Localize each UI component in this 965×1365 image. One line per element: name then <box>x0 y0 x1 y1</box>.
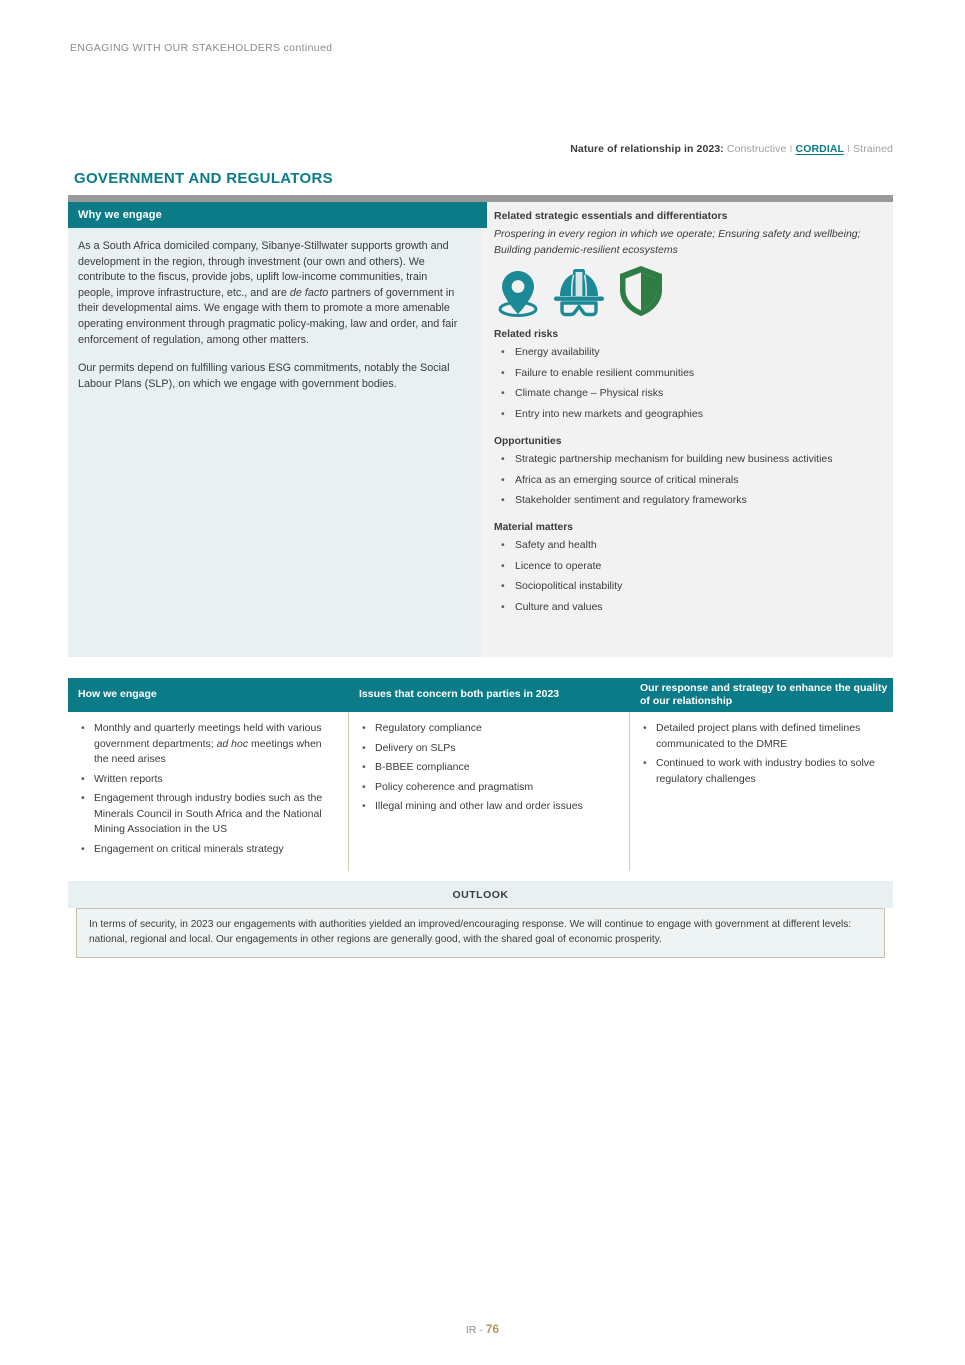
item-text-b: meetings when the need arises <box>94 737 322 765</box>
page-number: 76 <box>485 1322 500 1336</box>
engagement-table-header-row <box>68 678 893 712</box>
list-item: • Stakeholder sentiment and regulatory frameworks <box>494 490 881 511</box>
item-text-a: Monthly and quarterly meetings held with various government departments; <box>94 722 322 750</box>
table-cell-response <box>630 712 893 871</box>
legend-separator-1: I <box>789 143 793 155</box>
hard-hat-safety-icon <box>553 268 605 318</box>
list-item: • Policy coherence and pragmatism <box>353 780 617 796</box>
list-item: • Sociopolitical instability <box>494 576 881 597</box>
list-item: • Detailed project plans with defined timelines communicated to the DMRE <box>634 721 881 752</box>
material-matters-list <box>494 535 881 618</box>
list-item: • Energy availability <box>494 342 881 363</box>
list-item: • Entry into new markets and geographies <box>494 404 881 425</box>
why-we-engage-paragraph-2: Our permits depend on fulfilling various ESG commitments, notably the Social Labour Plans (SLP), on which we engage with government bodies. <box>78 362 450 390</box>
legend-option-constructive: Constructive <box>726 143 787 155</box>
strategic-icon-row <box>495 266 881 318</box>
outlook-text: In terms of security, in 2023 our engagements with authorities yielded an improved/encouraging response. We will continue to engage with government at different levels: national, regional and local. Our engagements in other regions are generally good, with the shared goal of economic prosperity. <box>76 908 885 958</box>
list-item: • Licence to operate <box>494 556 881 577</box>
engagement-overview-block <box>68 195 893 657</box>
why-we-engage-paragraph-1 <box>78 239 464 348</box>
list-item: • Culture and values <box>494 597 881 618</box>
list-item: • Strategic partnership mechanism for building new business activities <box>494 449 881 470</box>
list-item: • Regulatory compliance <box>353 721 617 737</box>
para1-italic: de facto <box>289 286 329 299</box>
footer-prefix: IR - <box>465 1324 486 1336</box>
outlook-section <box>68 881 893 958</box>
response-list <box>634 721 881 787</box>
legend-option-strained: Strained <box>853 143 893 155</box>
table-header-response: Our response and strategy to enhance the quality of our relationship <box>640 681 888 707</box>
table-cell-issues <box>349 712 630 871</box>
relationship-legend <box>570 143 893 155</box>
para1-text-a: As a South Africa domiciled company, Sibanye-Stillwater supports growth and development in the region, through investment (our own and others). We contribute to the fiscus, provide jobs, uplift low-income communities, train people, improve infrastructure, etc., and are <box>78 240 449 299</box>
engagement-table-body-row <box>68 712 893 871</box>
legend-option-cordial: CORDIAL <box>795 143 845 155</box>
engagement-table <box>68 678 893 871</box>
list-item: • Engagement through industry bodies such as the Minerals Council in South Africa and the National Mining Association in the US <box>72 791 336 838</box>
shield-icon <box>617 264 665 318</box>
opportunities-heading: Opportunities <box>494 435 562 447</box>
running-head: ENGAGING WITH OUR STAKEHOLDERS continued <box>70 42 333 54</box>
para1-text-b: partners of government in their developmental aims. We engage with them to promote a more amenable operating environment through pragmatic policy-making, law and order, and fair enforcement of regulation, among other matters. <box>78 286 458 346</box>
table-cell-how-we-engage <box>68 712 349 871</box>
page-footer <box>0 1322 965 1336</box>
strategic-column-accent-tab <box>481 202 487 228</box>
table-header-issues: Issues that concern both parties in 2023 <box>359 688 560 701</box>
why-we-engage-column <box>68 202 481 657</box>
location-pin-icon <box>495 268 541 318</box>
strategic-essentials-header: Related strategic essentials and differentiators <box>494 210 728 222</box>
legend-separator-2: I <box>847 143 851 155</box>
list-item: • Safety and health <box>494 535 881 556</box>
list-item: • Continued to work with industry bodies to solve regulatory challenges <box>634 756 881 787</box>
opportunities-list <box>494 449 881 511</box>
page-title: GOVERNMENT AND REGULATORS <box>74 170 333 187</box>
list-item: • Delivery on SLPs <box>353 741 617 757</box>
list-item: • Illegal mining and other law and order issues <box>353 799 617 815</box>
list-item <box>72 721 336 768</box>
list-item: • B-BBEE compliance <box>353 760 617 776</box>
outlook-title: OUTLOOK <box>452 888 509 901</box>
issues-list <box>353 721 617 815</box>
table-header-how-we-engage: How we engage <box>78 688 157 701</box>
list-item: • Written reports <box>72 772 336 788</box>
list-item: • Failure to enable resilient communities <box>494 363 881 384</box>
outlook-title-bar <box>68 881 893 908</box>
how-we-engage-list <box>72 721 336 857</box>
list-item: • Climate change – Physical risks <box>494 383 881 404</box>
block-top-rule <box>68 195 893 202</box>
material-matters-heading: Material matters <box>494 521 573 533</box>
legend-label: Nature of relationship in 2023: <box>570 143 724 155</box>
strategic-essentials-column <box>481 202 893 657</box>
list-item: • Engagement on critical minerals strategy <box>72 842 336 858</box>
related-risks-list <box>494 342 881 425</box>
strategic-essentials-text: Prospering in every region in which we operate; Ensuring safety and wellbeing; Building pandemic-resilient ecosystems <box>494 228 861 256</box>
why-we-engage-body <box>68 228 481 392</box>
related-risks-heading: Related risks <box>494 329 559 340</box>
why-we-engage-header: Why we engage <box>68 202 481 228</box>
list-item: • Africa as an emerging source of critical minerals <box>494 470 881 491</box>
item-italic: ad hoc <box>216 737 249 750</box>
